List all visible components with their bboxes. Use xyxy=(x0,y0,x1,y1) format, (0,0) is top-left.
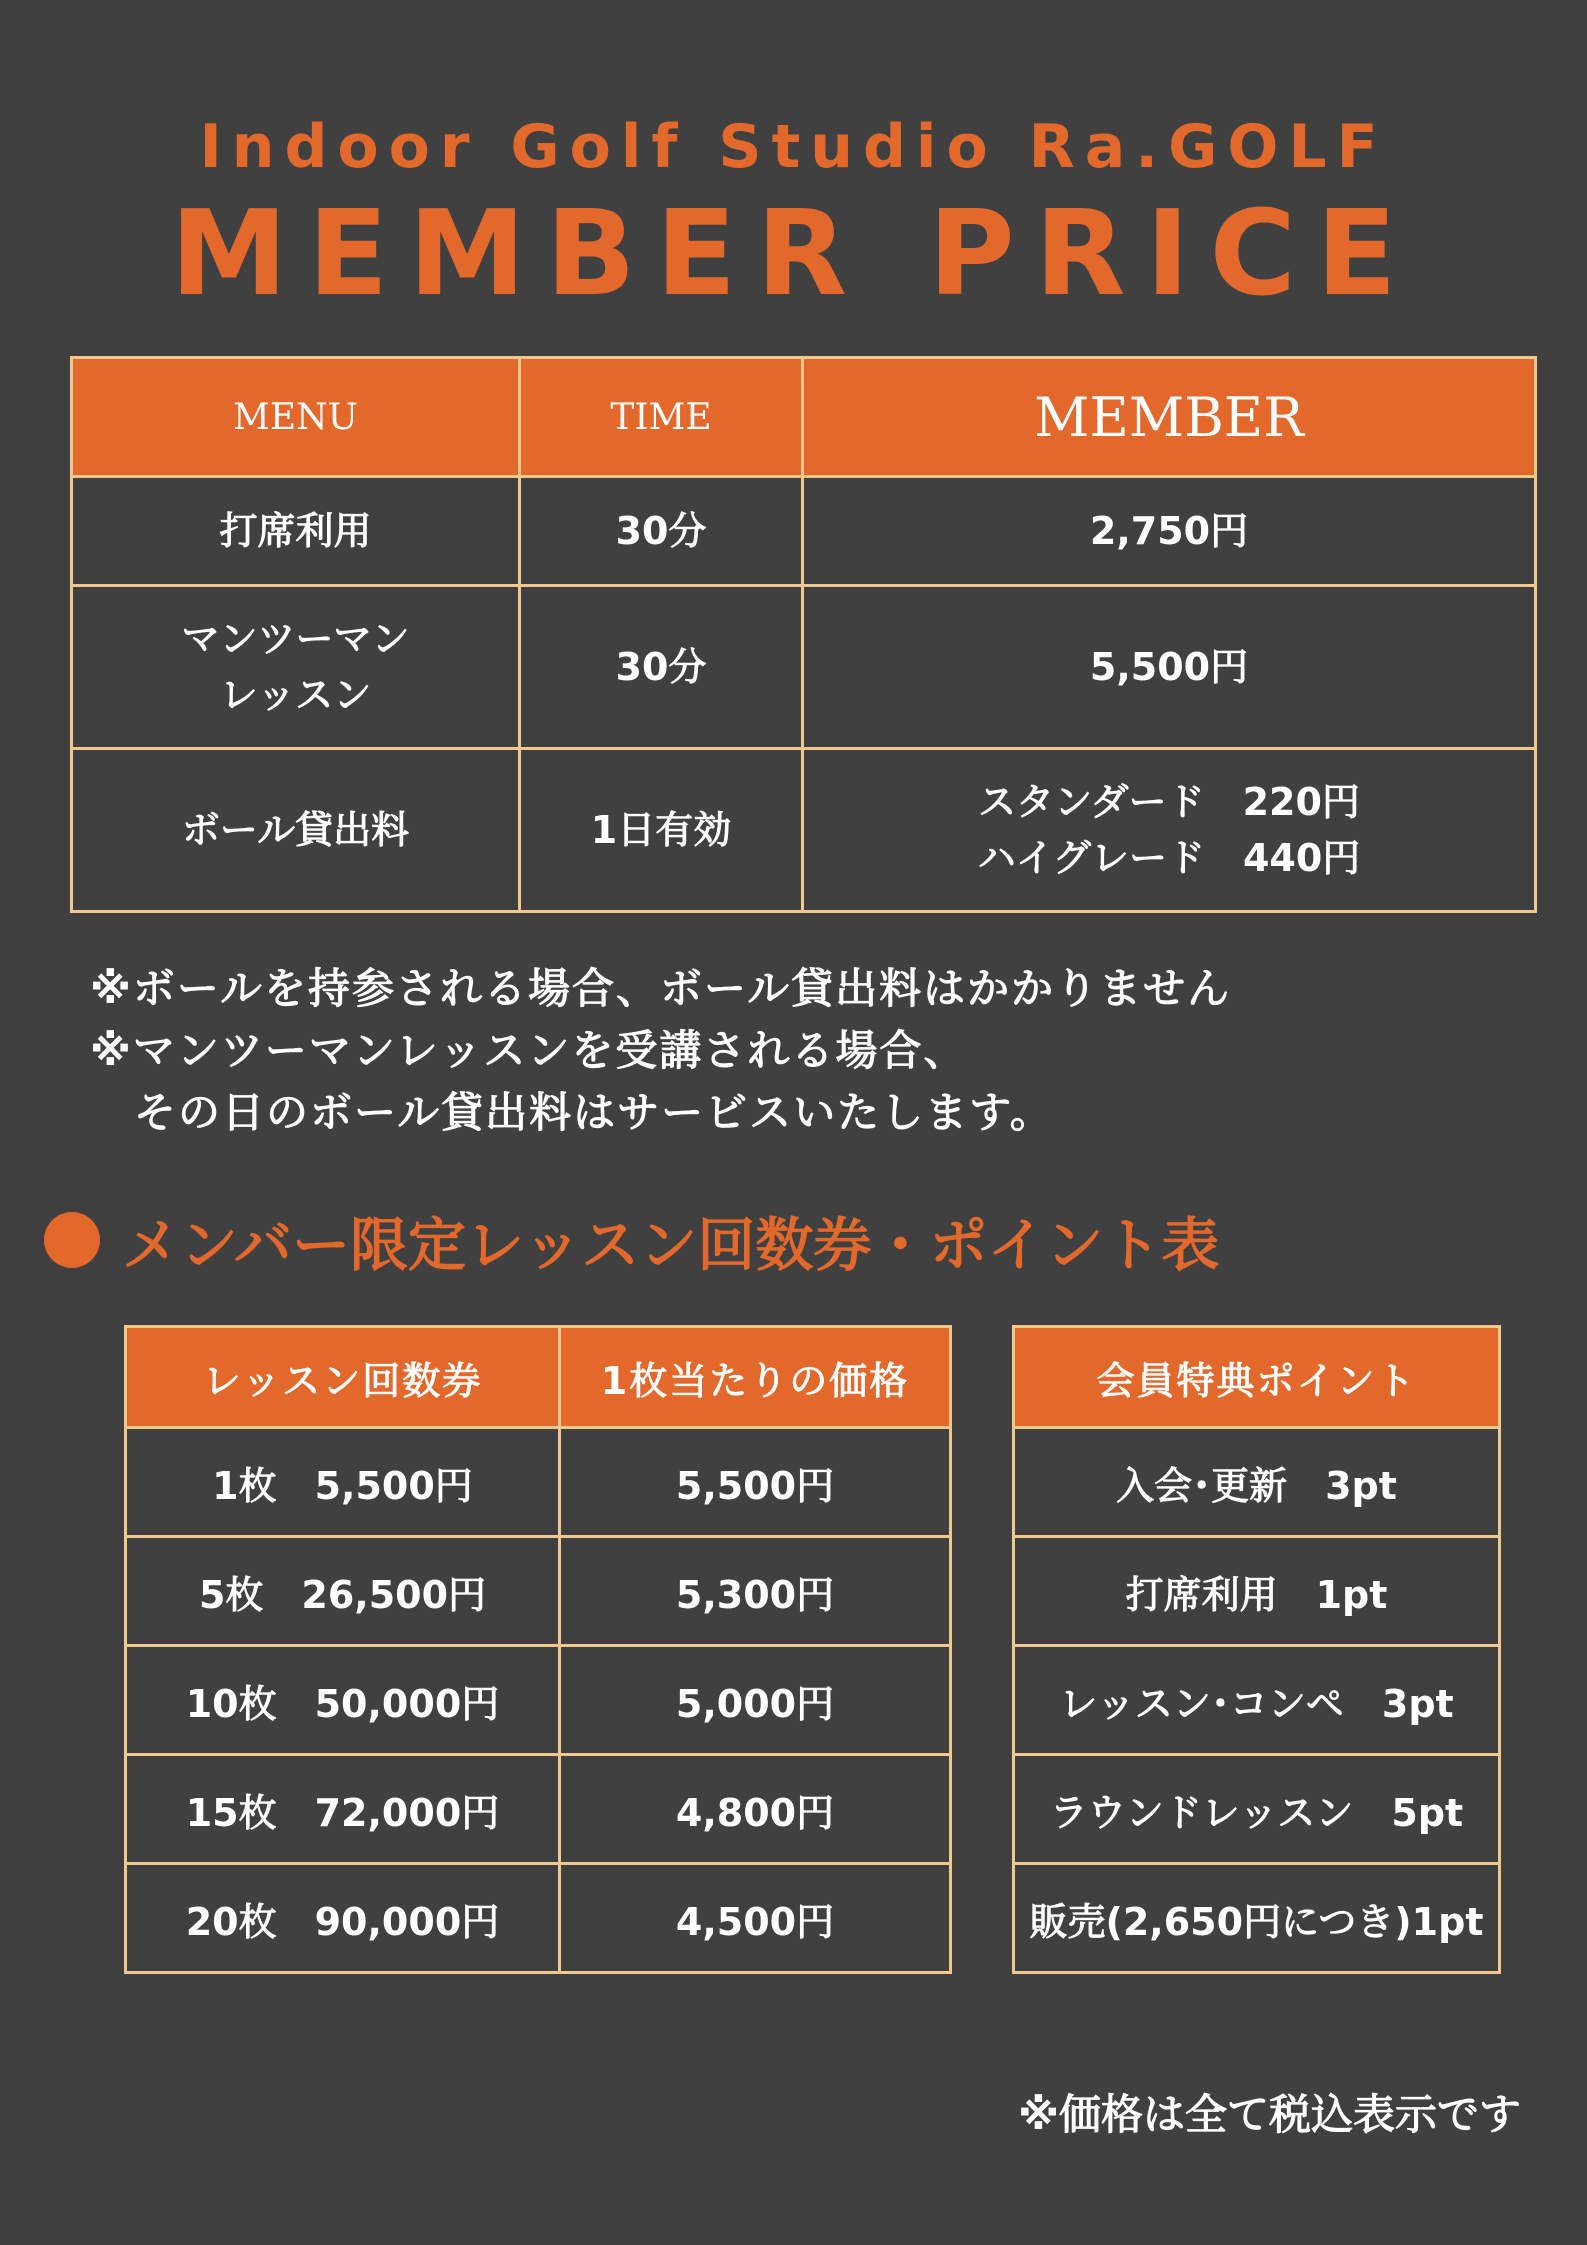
note-line: その日のボール貸出料はサービスいたします。 xyxy=(134,1088,1054,1137)
point-cell: レッスン･コンペ 3pt xyxy=(1014,1646,1500,1755)
bullet-icon xyxy=(44,1212,100,1268)
table-row xyxy=(72,477,1536,586)
notes xyxy=(90,958,1231,1144)
menu-cell xyxy=(72,586,520,749)
table-header-row xyxy=(126,1327,951,1428)
time-cell: 30分 xyxy=(520,477,803,586)
unit-price-cell: 4,500円 xyxy=(560,1864,951,1973)
price-line: ハイグレード 440円 xyxy=(977,836,1361,880)
ticket-cell: 1枚 5,500円 xyxy=(126,1428,560,1537)
member-price-cell: 2,750円 xyxy=(803,477,1536,586)
unit-price-cell: 4,800円 xyxy=(560,1755,951,1864)
table-row xyxy=(126,1864,951,1973)
point-cell: 販売(2,650円につき)1pt xyxy=(1014,1864,1500,1973)
ticket-cell: 5枚 26,500円 xyxy=(126,1537,560,1646)
unit-price-cell: 5,300円 xyxy=(560,1537,951,1646)
header-unit-price: 1枚当たりの価格 xyxy=(560,1327,951,1428)
member-price-cell xyxy=(803,749,1536,912)
note-line: ※ボールを持参される場合、ボール貸出料はかかりません xyxy=(90,964,1232,1013)
header-member: MEMBER xyxy=(803,358,1536,477)
time-cell: 30分 xyxy=(520,586,803,749)
table-header-row xyxy=(72,358,1536,477)
table-row xyxy=(1014,1864,1500,1973)
member-price-cell: 5,500円 xyxy=(803,586,1536,749)
point-cell: 入会･更新 3pt xyxy=(1014,1428,1500,1537)
page-title: MEMBER PRICE xyxy=(170,184,1417,322)
note-line: ※マンツーマンレッスンを受講される場合、 xyxy=(90,1026,968,1075)
table-row xyxy=(126,1428,951,1537)
ticket-cell: 20枚 90,000円 xyxy=(126,1864,560,1973)
table-row xyxy=(72,749,1536,912)
menu-line: レッスン xyxy=(219,673,372,717)
studio-name: Indoor Golf Studio Ra.GOLF xyxy=(199,112,1388,182)
table-row xyxy=(126,1646,951,1755)
ticket-cell: 15枚 72,000円 xyxy=(126,1755,560,1864)
menu-cell: ボール貸出料 xyxy=(72,749,520,912)
table-row xyxy=(1014,1428,1500,1537)
table-header-row xyxy=(1014,1327,1500,1428)
header-menu: MENU xyxy=(72,358,520,477)
point-cell: ラウンドレッスン 5pt xyxy=(1014,1755,1500,1864)
header-time: TIME xyxy=(520,358,803,477)
section-title: メンバー限定レッスン回数券・ポイント表 xyxy=(122,1211,1220,1279)
menu-line: マンツーマン xyxy=(181,617,410,661)
lesson-ticket-table xyxy=(124,1325,952,1974)
header-points: 会員特典ポイント xyxy=(1014,1327,1500,1428)
table-row xyxy=(126,1755,951,1864)
table-row xyxy=(126,1537,951,1646)
member-price-table xyxy=(70,356,1537,913)
time-cell: 1日有効 xyxy=(520,749,803,912)
tax-note: ※価格は全て税込表示です xyxy=(1018,2090,1521,2139)
unit-price-cell: 5,000円 xyxy=(560,1646,951,1755)
point-cell: 打席利用 1pt xyxy=(1014,1537,1500,1646)
member-point-table xyxy=(1012,1325,1501,1974)
section-heading xyxy=(44,1205,1220,1279)
menu-cell: 打席利用 xyxy=(72,477,520,586)
header-ticket: レッスン回数券 xyxy=(126,1327,560,1428)
table-row xyxy=(72,586,1536,749)
unit-price-cell: 5,500円 xyxy=(560,1428,951,1537)
table-row xyxy=(1014,1537,1500,1646)
table-row xyxy=(1014,1646,1500,1755)
price-line: スタンダード 220円 xyxy=(978,780,1360,824)
table-row xyxy=(1014,1755,1500,1864)
ticket-cell: 10枚 50,000円 xyxy=(126,1646,560,1755)
